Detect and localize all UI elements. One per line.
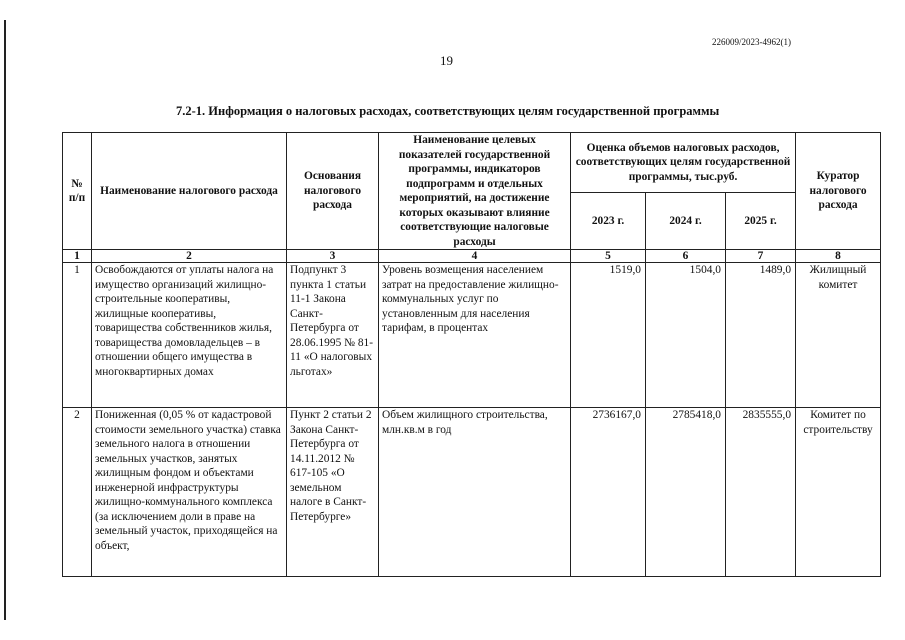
table-row bbox=[63, 263, 881, 408]
row-value-2025: 1489,0 bbox=[726, 263, 796, 408]
header-year-2024: 2024 г. bbox=[646, 193, 726, 250]
row-value-2023: 2736167,0 bbox=[571, 408, 646, 577]
row-basis: Пункт 2 статьи 2 Закона Санкт-Петербурга от 14.11.2012 № 617-105 «О земельном налоге в Санкт-Петербурге» bbox=[287, 408, 379, 577]
column-number: 4 bbox=[379, 250, 571, 263]
column-number: 5 bbox=[571, 250, 646, 263]
row-num: 2 bbox=[63, 408, 92, 577]
header-row-top bbox=[63, 133, 881, 193]
header-year-2025: 2025 г. bbox=[726, 193, 796, 250]
row-value-2024: 1504,0 bbox=[646, 263, 726, 408]
tax-expenditure-table bbox=[62, 132, 881, 577]
header-basis: Основания налогового расхода bbox=[287, 133, 379, 250]
column-number: 8 bbox=[796, 250, 881, 263]
scan-edge-line bbox=[4, 20, 6, 620]
column-number-row bbox=[63, 250, 881, 263]
column-number: 3 bbox=[287, 250, 379, 263]
row-curator: Комитет по строительству bbox=[796, 408, 881, 577]
row-name: Освобождаются от уплаты налога на имущество организаций жилищно-строительные кооперативы, жилищные кооперативы, товарищества собственников жилья, товарищества домовладельцев – в отношении общего имущества в многоквартирных домах bbox=[92, 263, 287, 408]
header-curator: Куратор налогового расхода bbox=[796, 133, 881, 250]
row-curator: Жилищный комитет bbox=[796, 263, 881, 408]
header-num: № п/п bbox=[63, 133, 92, 250]
row-value-2025: 2835555,0 bbox=[726, 408, 796, 577]
header-estimate: Оценка объемов налоговых расходов, соответствующих целям государственной программы, тыс.руб. bbox=[571, 133, 796, 193]
table-row bbox=[63, 408, 881, 577]
section-title: 7.2-1. Информация о налоговых расходах, соответствующих целям государственной программы bbox=[176, 104, 720, 118]
row-num: 1 bbox=[63, 263, 92, 408]
column-number: 2 bbox=[92, 250, 287, 263]
column-number: 7 bbox=[726, 250, 796, 263]
header-name: Наименование налогового расхода bbox=[92, 133, 287, 250]
row-indicator: Объем жилищного строительства, млн.кв.м в год bbox=[379, 408, 571, 577]
column-number: 6 bbox=[646, 250, 726, 263]
row-name: Пониженная (0,05 % от кадастровой стоимости земельного участка) ставка земельного налога в отношении земельных участков, занятых жилищным фондом и объектами инженерной инфраструктуры жилищно-коммунального комплекса (за исключением доли в праве на земельный участок, приходящейся на объект, bbox=[92, 408, 287, 577]
header-year-2023: 2023 г. bbox=[571, 193, 646, 250]
row-value-2023: 1519,0 bbox=[571, 263, 646, 408]
row-basis: Подпункт 3 пункта 1 статьи 11-1 Закона Санкт-Петербурга от 28.06.1995 № 81-11 «О налоговых льготах» bbox=[287, 263, 379, 408]
column-number: 1 bbox=[63, 250, 92, 263]
page-number: 19 bbox=[440, 53, 453, 68]
header-indicators: Наименование целевых показателей государственной программы, индикаторов подпрограмм и отдельных мероприятий, на достижение которых оказывают влияние соответствующие налоговые расходы bbox=[379, 133, 571, 250]
document-id: 226009/2023-4962(1) bbox=[712, 37, 791, 47]
row-value-2024: 2785418,0 bbox=[646, 408, 726, 577]
row-indicator: Уровень возмещения населением затрат на предоставление жилищно-коммунальных услуг по установленным для населения тарифам, в процентах bbox=[379, 263, 571, 408]
